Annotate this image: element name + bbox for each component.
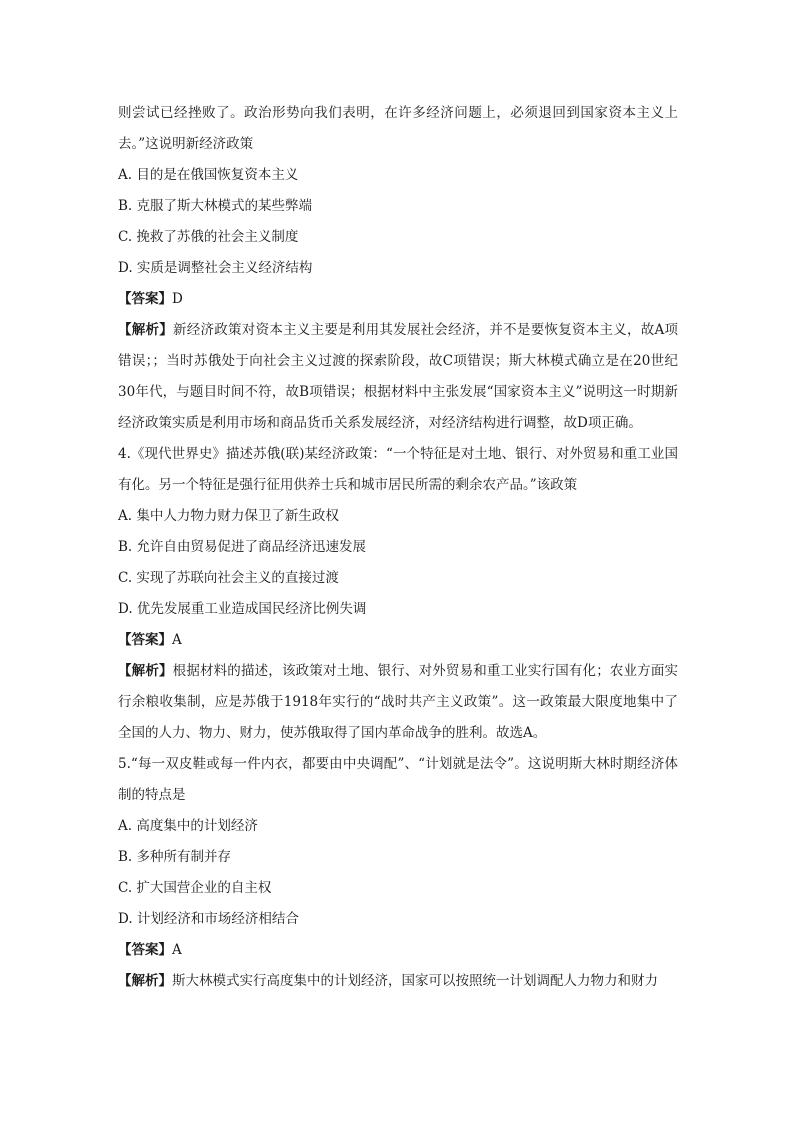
answer-value: A bbox=[172, 632, 182, 648]
document-page bbox=[118, 98, 678, 997]
option-d: D. 优先发展重工业造成国民经济比例失调 bbox=[118, 601, 367, 617]
answer-line bbox=[118, 284, 678, 315]
analysis-text: 斯大林模式实行高度集中的计划经济，国家可以按照统一计划调配人力物力和财力 bbox=[172, 973, 658, 989]
analysis-paragraph bbox=[118, 315, 678, 439]
answer-line bbox=[118, 625, 678, 656]
answer-line bbox=[118, 935, 678, 966]
analysis-text: 根据材料的描述，该政策对土地、银行、对外贸易和重工业实行国有化；农业方面实行余粮收集制，应是苏俄于1918年实行的“战时共产主义政策”。这一政策最大限度地集中了全国的人力、物力、财力，使苏俄取得了国内革命战争的胜利。故选A。 bbox=[118, 663, 679, 741]
answer-tag: 【答案】 bbox=[118, 942, 172, 958]
question-4 bbox=[118, 439, 678, 749]
answer-value: D bbox=[172, 291, 183, 307]
option-c: C. 扩大国营企业的自主权 bbox=[118, 880, 272, 896]
question-3 bbox=[118, 98, 678, 439]
option-a: A. 高度集中的计划经济 bbox=[118, 818, 258, 834]
answer-tag: 【答案】 bbox=[118, 291, 172, 307]
option-b: B. 克服了斯大林模式的某些弊端 bbox=[118, 198, 313, 214]
question-stem: 则尝试已经挫败了。政治形势向我们表明，在许多经济问题上，必须退回到国家资本主义上去。”这说明新经济政策 bbox=[118, 105, 678, 152]
option-a: A. 集中人力物力财力保卫了新生政权 bbox=[118, 508, 339, 524]
analysis-paragraph bbox=[118, 656, 678, 749]
option-a: A. 目的是在俄国恢复资本主义 bbox=[118, 167, 299, 183]
analysis-tag: 【解析】 bbox=[118, 973, 172, 989]
option-d: D. 实质是调整社会主义经济结构 bbox=[118, 260, 313, 276]
answer-tag: 【答案】 bbox=[118, 632, 172, 648]
analysis-tag: 【解析】 bbox=[118, 322, 174, 338]
question-5 bbox=[118, 749, 678, 997]
analysis-paragraph bbox=[118, 966, 678, 997]
option-b: B. 允许自由贸易促进了商品经济迅速发展 bbox=[118, 539, 367, 555]
option-c: C. 挽救了苏俄的社会主义制度 bbox=[118, 229, 299, 245]
option-c: C. 实现了苏联向社会主义的直接过渡 bbox=[118, 570, 339, 586]
question-stem: 4.《现代世界史》描述苏俄(联)某经济政策：“一个特征是对土地、银行、对外贸易和重工业国有化。另一个特征是强行征用供养士兵和城市居民所需的剩余农产品。”该政策 bbox=[118, 446, 678, 493]
option-b: B. 多种所有制并存 bbox=[118, 849, 232, 865]
question-stem: 5.“每一双皮鞋或每一件内衣，都要由中央调配”、“计划就是法令”。这说明斯大林时期经济体制的特点是 bbox=[118, 756, 678, 803]
analysis-text: 新经济政策对资本主义主要是利用其发展社会经济，并不是要恢复资本主义，故A项错误；；当时苏俄处于向社会主义过渡的探索阶段，故C项错误；斯大林模式确立是在20世纪30年代，与题目时间不符，故B项错误；根据材料中主张发展“国家资本主义”说明这一时期新经济政策实质是利用市场和商品货币关系发展经济，对经济结构进行调整，故D项正确。 bbox=[118, 322, 679, 431]
answer-value: A bbox=[172, 942, 182, 958]
option-d: D. 计划经济和市场经济相结合 bbox=[118, 911, 299, 927]
analysis-tag: 【解析】 bbox=[118, 663, 173, 679]
